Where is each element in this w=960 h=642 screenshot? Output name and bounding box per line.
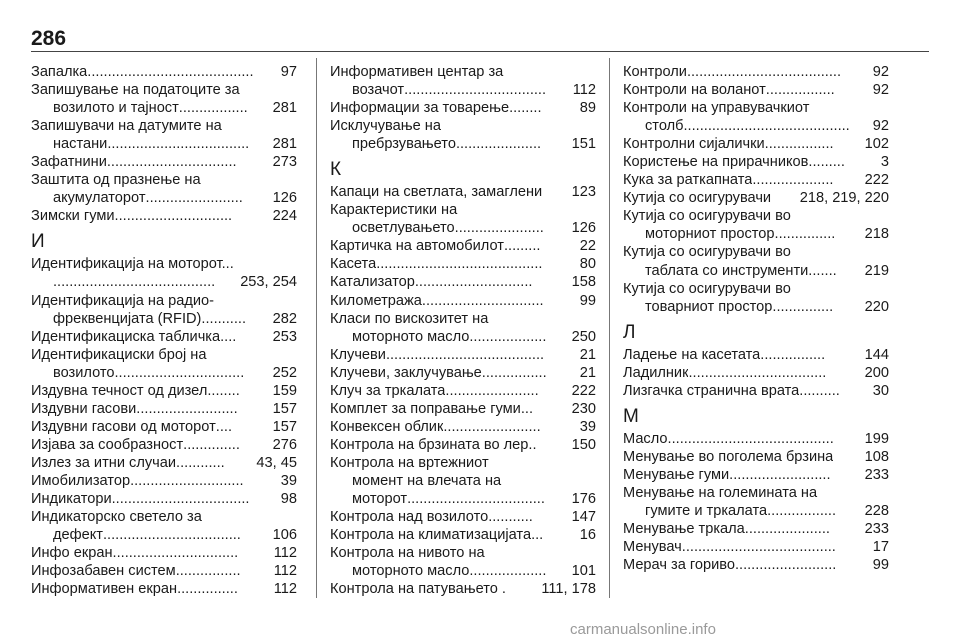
entry-label: дефект bbox=[53, 527, 103, 544]
index-entry[interactable] bbox=[31, 436, 297, 454]
entry-page-number: 97 bbox=[280, 64, 297, 80]
index-entry[interactable] bbox=[330, 400, 596, 418]
entry-label: Клучеви, заклучување bbox=[330, 364, 482, 381]
entry-label: Менување тркала bbox=[623, 521, 745, 538]
entry-page-number: 123 bbox=[571, 184, 596, 201]
index-entry[interactable] bbox=[330, 255, 596, 273]
index-entry[interactable] bbox=[330, 273, 596, 291]
entry-page-number: 222 bbox=[571, 382, 596, 399]
dot-leader: ...................................... bbox=[686, 64, 842, 80]
entry-label: Идентификациска табличка bbox=[31, 328, 221, 345]
index-letter-heading: Л bbox=[623, 321, 636, 343]
dot-leader: ......................... bbox=[729, 466, 831, 483]
index-entry[interactable] bbox=[623, 171, 889, 189]
dot-leader: ......................... bbox=[734, 557, 837, 574]
dot-leader: ....................... bbox=[445, 382, 539, 399]
dot-leader: ......................................... bbox=[667, 430, 834, 447]
index-entry[interactable] bbox=[330, 219, 596, 237]
index-entry-text bbox=[330, 472, 596, 490]
column-divider bbox=[316, 58, 317, 598]
header-rule bbox=[31, 51, 929, 52]
entry-page-number: 218 bbox=[864, 226, 889, 243]
entry-label: Контрола на нивото на bbox=[330, 545, 485, 562]
entry-page-number: 112 bbox=[273, 581, 297, 598]
index-entry[interactable] bbox=[623, 520, 889, 538]
dot-leader: ......... bbox=[808, 154, 845, 171]
entry-label: Контроли на управувачкиот bbox=[623, 100, 810, 117]
page-number: 286 bbox=[31, 27, 67, 50]
entry-page-number: 151 bbox=[571, 136, 596, 153]
watermark: carmanualsonline.info bbox=[570, 621, 716, 638]
dot-leader: ................. bbox=[767, 502, 837, 519]
dot-leader: ................ bbox=[760, 346, 826, 363]
index-entry-text bbox=[31, 255, 297, 273]
dot-leader: . bbox=[532, 436, 537, 453]
index-entry[interactable] bbox=[31, 526, 297, 544]
entry-label: моторниот простор bbox=[645, 226, 775, 243]
entry-label: товарниот простор bbox=[645, 298, 773, 315]
index-entry[interactable] bbox=[330, 382, 596, 400]
index-entry[interactable] bbox=[623, 63, 889, 81]
dot-leader: .................................. bbox=[103, 527, 241, 544]
dot-leader: ......................................... bbox=[683, 118, 850, 135]
entry-label: Издувна течност од дизел bbox=[31, 382, 208, 399]
entry-label: Класи по вискозитет на bbox=[330, 310, 489, 327]
entry-page-number: 99 bbox=[579, 292, 596, 309]
entry-label: момент на влечата на bbox=[352, 472, 502, 489]
index-entry-text bbox=[330, 544, 596, 562]
dot-leader: ................................ bbox=[106, 154, 237, 171]
dot-leader: ................. bbox=[178, 100, 248, 117]
entry-label: Контрола на вртежниот bbox=[330, 454, 489, 471]
index-entry[interactable] bbox=[31, 189, 297, 207]
entry-label: Инфо екран bbox=[31, 545, 113, 562]
index-entry[interactable] bbox=[31, 418, 297, 436]
entry-page-number: 147 bbox=[571, 509, 596, 526]
dot-leader: ................ bbox=[175, 563, 241, 580]
index-entry-text bbox=[330, 310, 596, 328]
index-entry[interactable] bbox=[31, 99, 297, 117]
entry-page-number: 157 bbox=[272, 418, 297, 435]
dot-leader: ............................ bbox=[130, 472, 244, 489]
entry-page-number: 200 bbox=[864, 364, 889, 381]
index-entry-text bbox=[330, 201, 596, 219]
entry-label: Издувни гасови bbox=[31, 400, 137, 417]
index-column-1 bbox=[31, 63, 297, 598]
entry-page-number: 250 bbox=[571, 328, 596, 345]
entry-label: Контрола на патувањето . bbox=[330, 581, 506, 598]
dot-leader: ............... bbox=[774, 226, 836, 243]
entry-label: Информативен екран bbox=[31, 581, 178, 598]
entry-page-number: 21 bbox=[579, 364, 596, 381]
entry-label: Карактеристики на bbox=[330, 202, 458, 219]
entry-label: акумулаторот bbox=[53, 190, 146, 207]
entry-label: Клучеви bbox=[330, 346, 386, 363]
entry-page-number: 3 bbox=[880, 154, 889, 171]
entry-label: осветлувањето bbox=[352, 220, 455, 237]
index-entry[interactable] bbox=[31, 328, 297, 346]
index-entry-text bbox=[623, 243, 889, 261]
entry-page-number: 126 bbox=[571, 220, 596, 237]
index-entry[interactable] bbox=[330, 508, 596, 526]
dot-leader: ................................... bbox=[107, 136, 250, 153]
index-entry[interactable] bbox=[31, 580, 297, 598]
entry-page-number: 233 bbox=[864, 466, 889, 483]
index-entry[interactable] bbox=[623, 298, 889, 316]
entry-label: Клуч за тркалата bbox=[330, 382, 446, 399]
dot-leader: ........ bbox=[207, 382, 240, 399]
entry-label: настани bbox=[53, 136, 108, 153]
index-entry-text bbox=[330, 117, 596, 135]
entry-label: Капаци на светлата, замаглени bbox=[330, 184, 543, 201]
dot-leader: ....... bbox=[808, 262, 837, 279]
entry-label: Излез за итни случаи bbox=[31, 454, 177, 471]
index-entry[interactable] bbox=[31, 400, 297, 418]
index-entry[interactable] bbox=[31, 135, 297, 153]
entry-label: Зафатнини bbox=[31, 154, 107, 171]
entry-page-number: 220 bbox=[864, 298, 889, 315]
entry-label: Менување гуми bbox=[623, 466, 730, 483]
entry-label: моторното масло bbox=[352, 328, 470, 345]
index-entry[interactable] bbox=[623, 346, 889, 364]
entry-label: Картичка на автомобилот bbox=[330, 238, 504, 255]
index-entry[interactable] bbox=[330, 81, 596, 99]
index-entry[interactable] bbox=[623, 502, 889, 520]
entry-label: Контрола на климатизацијата bbox=[330, 527, 532, 544]
entry-label: Контрола над возилото bbox=[330, 509, 489, 526]
dot-leader: ............... bbox=[772, 298, 834, 315]
index-entry[interactable] bbox=[330, 99, 596, 117]
dot-leader: ................ bbox=[481, 364, 547, 381]
index-entry[interactable] bbox=[623, 189, 889, 207]
entry-label: Менувач bbox=[623, 539, 682, 556]
entry-label: Менување на големината на bbox=[623, 484, 818, 501]
dot-leader: .............................. bbox=[421, 292, 544, 309]
dot-leader: ..................... bbox=[744, 521, 830, 538]
entry-page-number: 80 bbox=[579, 256, 596, 273]
dot-leader: ... bbox=[531, 527, 544, 544]
entry-label: Запишувачи на датумите на bbox=[31, 118, 222, 135]
dot-leader: ......... bbox=[503, 238, 541, 255]
entry-label: Касета bbox=[330, 256, 377, 273]
index-entry[interactable] bbox=[330, 490, 596, 508]
index-entry-text bbox=[31, 346, 297, 364]
entry-page-number: 102 bbox=[864, 136, 889, 153]
index-entry[interactable] bbox=[330, 328, 596, 346]
entry-label: Кутија со осигурувачи во bbox=[623, 280, 791, 297]
index-entry-text bbox=[623, 99, 889, 117]
entry-page-number: 16 bbox=[579, 527, 596, 544]
entry-page-number: 92 bbox=[872, 64, 889, 80]
entry-label: столб bbox=[645, 118, 684, 135]
index-entry[interactable] bbox=[31, 207, 297, 225]
index-column-2 bbox=[330, 63, 596, 598]
entry-page-number: 39 bbox=[579, 418, 596, 435]
dot-leader: .................... bbox=[752, 172, 834, 189]
dot-leader: ........... bbox=[201, 310, 247, 327]
entry-label: Индикатори bbox=[31, 491, 112, 508]
entry-label: Идентификација на моторот... bbox=[31, 256, 234, 273]
entry-page-number: 230 bbox=[571, 400, 596, 417]
dot-leader: ................. bbox=[765, 82, 835, 99]
entry-page-number: 144 bbox=[864, 346, 889, 363]
entry-label: Индикаторско светело за bbox=[31, 509, 202, 526]
entry-label: Идентификациски број на bbox=[31, 346, 207, 363]
entry-page-number: 112 bbox=[572, 82, 596, 99]
entry-page-number: 21 bbox=[579, 346, 596, 363]
entry-label: Ладилник bbox=[623, 364, 689, 381]
index-entry-text bbox=[623, 207, 889, 225]
index-entry-text bbox=[31, 508, 297, 526]
dot-leader: ................. bbox=[764, 136, 834, 153]
index-entry[interactable] bbox=[31, 472, 297, 490]
entry-page-number: 219 bbox=[864, 262, 889, 279]
entry-label: Исклучување на bbox=[330, 118, 441, 135]
index-entry-text bbox=[623, 280, 889, 298]
entry-page-number: 108 bbox=[864, 448, 889, 465]
dot-leader: .................................. bbox=[111, 491, 250, 508]
dot-leader: .................................. bbox=[688, 364, 827, 381]
entry-label: Информации за товарење bbox=[330, 100, 510, 117]
dot-leader: ............ bbox=[176, 454, 225, 471]
entry-page-number: 282 bbox=[272, 310, 297, 327]
entry-page-number: 92 bbox=[872, 82, 889, 99]
dot-leader: .................................. bbox=[407, 491, 545, 508]
index-entry[interactable] bbox=[31, 63, 297, 81]
index-entry[interactable] bbox=[330, 562, 596, 580]
entry-label: возачот bbox=[352, 82, 405, 99]
entry-label: возилото и тајност bbox=[53, 100, 179, 117]
entry-label: Информативен центар за bbox=[330, 64, 504, 80]
index-entry-text bbox=[330, 454, 596, 472]
dot-leader: ......................................... bbox=[376, 256, 543, 273]
entry-label: Инфозабавен систем bbox=[31, 563, 176, 580]
index-entry[interactable] bbox=[31, 490, 297, 508]
index-entry-text bbox=[330, 63, 596, 81]
index-entry[interactable] bbox=[31, 273, 297, 291]
entry-page-number: 111, 178 bbox=[541, 581, 596, 598]
dot-leader: ........... bbox=[488, 509, 533, 526]
index-column-3 bbox=[623, 63, 889, 574]
entry-label: Мерач за гориво bbox=[623, 557, 735, 574]
dot-leader: ........................................ bbox=[53, 274, 216, 291]
entry-page-number: 281 bbox=[272, 100, 297, 117]
entry-label: Кутија со осигурувачи во bbox=[623, 244, 791, 261]
entry-page-number: 112 bbox=[273, 563, 297, 580]
entry-label: Запишување на податоците за bbox=[31, 82, 240, 99]
entry-page-number: 276 bbox=[272, 436, 297, 453]
entry-label: Користење на прирачников bbox=[623, 154, 809, 171]
entry-page-number: 253, 254 bbox=[240, 274, 297, 291]
dot-leader: .... bbox=[220, 328, 237, 345]
entry-page-number: 126 bbox=[272, 190, 297, 207]
entry-page-number: 39 bbox=[280, 472, 297, 489]
index-entry[interactable] bbox=[31, 544, 297, 562]
index-entry[interactable] bbox=[623, 538, 889, 556]
entry-label: Контроли на воланот bbox=[623, 82, 766, 99]
entry-page-number: 92 bbox=[872, 118, 889, 135]
entry-page-number: 233 bbox=[864, 521, 889, 538]
entry-label: Кука за раткапната bbox=[623, 172, 753, 189]
index-entry[interactable] bbox=[330, 135, 596, 153]
index-entry[interactable] bbox=[31, 310, 297, 328]
dot-leader: ............................. bbox=[114, 208, 233, 225]
entry-label: Кутија со осигурувачи во bbox=[623, 208, 791, 225]
index-entry[interactable] bbox=[623, 466, 889, 484]
index-entry[interactable] bbox=[330, 183, 596, 201]
index-entry[interactable] bbox=[623, 81, 889, 99]
index-entry[interactable] bbox=[330, 237, 596, 255]
entry-label: таблата со инструменти bbox=[645, 262, 809, 279]
entry-label: Кутија со осигурувачи bbox=[623, 190, 772, 207]
entry-label: Катализатор bbox=[330, 274, 415, 291]
index-entry[interactable] bbox=[623, 448, 889, 466]
entry-label: гумите и тркалата bbox=[645, 502, 768, 519]
dot-leader: ...................................... bbox=[681, 539, 836, 556]
entry-page-number: 199 bbox=[864, 430, 889, 447]
dot-leader: ......................................... bbox=[87, 64, 254, 80]
entry-label: Зимски гуми bbox=[31, 208, 115, 225]
entry-label: Ладење на касетата bbox=[623, 346, 761, 363]
entry-page-number: 112 bbox=[273, 545, 297, 562]
entry-page-number: 17 bbox=[872, 539, 889, 556]
entry-page-number: 101 bbox=[571, 563, 596, 580]
dot-leader: ............................... bbox=[112, 545, 239, 562]
entry-label: моторот bbox=[352, 491, 408, 508]
entry-page-number: 253 bbox=[272, 328, 297, 345]
entry-page-number: 106 bbox=[272, 527, 297, 544]
entry-label: Контроли bbox=[623, 64, 687, 80]
entry-page-number: 273 bbox=[272, 154, 297, 171]
dot-leader: ...................... bbox=[454, 220, 544, 237]
index-entry-text bbox=[31, 171, 297, 189]
index-entry[interactable] bbox=[330, 526, 596, 544]
entry-page-number: 22 bbox=[579, 238, 596, 255]
dot-leader: ........................ bbox=[145, 190, 243, 207]
dot-leader: ....................................... bbox=[385, 346, 545, 363]
entry-label: пребрзувањето bbox=[352, 136, 456, 153]
entry-page-number: 252 bbox=[272, 364, 297, 381]
entry-label: возилото bbox=[53, 364, 115, 381]
entry-page-number: 228 bbox=[864, 502, 889, 519]
entry-label: Контролни сијалички bbox=[623, 136, 765, 153]
index-entry[interactable] bbox=[330, 292, 596, 310]
index-entry[interactable] bbox=[330, 580, 596, 598]
dot-leader: ............................. bbox=[414, 274, 533, 291]
index-entry[interactable] bbox=[623, 225, 889, 243]
dot-leader: ................................... bbox=[404, 82, 547, 99]
entry-label: Менување во поголема брзина bbox=[623, 448, 834, 465]
dot-leader: .......... bbox=[799, 382, 840, 399]
dot-leader: ......................... bbox=[136, 400, 238, 417]
index-entry[interactable] bbox=[31, 153, 297, 171]
entry-page-number: 98 bbox=[280, 491, 297, 508]
dot-leader: .............. bbox=[183, 436, 240, 453]
column-divider bbox=[609, 58, 610, 598]
index-entry[interactable] bbox=[623, 153, 889, 171]
index-letter-heading: К bbox=[330, 159, 342, 181]
dot-leader: ................... bbox=[469, 563, 547, 580]
entry-page-number: 176 bbox=[571, 491, 596, 508]
index-entry[interactable] bbox=[623, 117, 889, 135]
index-entry[interactable] bbox=[623, 430, 889, 448]
entry-page-number: 89 bbox=[579, 100, 596, 117]
index-entry-text bbox=[31, 81, 297, 99]
dot-leader: ... bbox=[520, 400, 534, 417]
entry-label: Масло bbox=[623, 430, 668, 447]
entry-label: Издувни гасови од моторот bbox=[31, 418, 216, 435]
entry-label: Контрола на брзината во лер. bbox=[330, 436, 533, 453]
dot-leader: ................... bbox=[469, 328, 547, 345]
index-entry[interactable] bbox=[623, 556, 889, 574]
index-entry[interactable] bbox=[330, 364, 596, 382]
entry-label: Идентификација на радио- bbox=[31, 292, 215, 309]
index-entry[interactable] bbox=[330, 346, 596, 364]
entry-label: Изјава за сообразност bbox=[31, 436, 184, 453]
dot-leader: ........................ bbox=[443, 418, 541, 435]
index-entry-text bbox=[31, 117, 297, 135]
entry-label: Конвексен облик bbox=[330, 418, 444, 435]
entry-label: фреквенцијата (RFID) bbox=[53, 310, 202, 327]
entry-page-number: 99 bbox=[872, 557, 889, 574]
index-entry[interactable] bbox=[330, 418, 596, 436]
entry-label: Комплет за поправање гуми bbox=[330, 400, 521, 417]
index-entry-text bbox=[623, 484, 889, 502]
index-entry[interactable] bbox=[31, 382, 297, 400]
entry-label: моторното масло bbox=[352, 563, 470, 580]
index-entry[interactable] bbox=[623, 364, 889, 382]
entry-page-number: 218, 219, 220 bbox=[799, 190, 889, 207]
entry-page-number: 150 bbox=[571, 436, 596, 453]
entry-page-number: 158 bbox=[571, 274, 596, 291]
entry-page-number: 43, 45 bbox=[256, 454, 297, 471]
index-letter-heading: И bbox=[31, 231, 45, 253]
entry-page-number: 157 bbox=[272, 400, 297, 417]
entry-label: Километража bbox=[330, 292, 422, 309]
dot-leader: ................................ bbox=[114, 364, 245, 381]
index-entry[interactable] bbox=[330, 436, 596, 454]
entry-page-number: 159 bbox=[272, 382, 297, 399]
index-entry[interactable] bbox=[623, 135, 889, 153]
index-letter-heading: М bbox=[623, 405, 639, 427]
entry-page-number: 224 bbox=[272, 208, 297, 225]
index-entry[interactable] bbox=[31, 562, 297, 580]
entry-label: Запалка bbox=[31, 64, 88, 80]
index-entry[interactable] bbox=[623, 382, 889, 400]
index-entry-text bbox=[31, 292, 297, 310]
entry-label: Лизгачка странична врата bbox=[623, 382, 800, 399]
dot-leader: ........ bbox=[509, 100, 542, 117]
dot-leader: ..................... bbox=[455, 136, 542, 153]
entry-label: Заштита од празнење на bbox=[31, 172, 201, 189]
dot-leader: .... bbox=[215, 418, 232, 435]
entry-page-number: 281 bbox=[272, 136, 297, 153]
index-entry[interactable] bbox=[31, 364, 297, 382]
index-entry[interactable] bbox=[31, 454, 297, 472]
entry-page-number: 30 bbox=[872, 382, 889, 399]
dot-leader: ............... bbox=[177, 581, 238, 598]
entry-page-number: 222 bbox=[864, 172, 889, 189]
entry-label: Имобилизатор bbox=[31, 472, 131, 489]
index-entry[interactable] bbox=[623, 262, 889, 280]
